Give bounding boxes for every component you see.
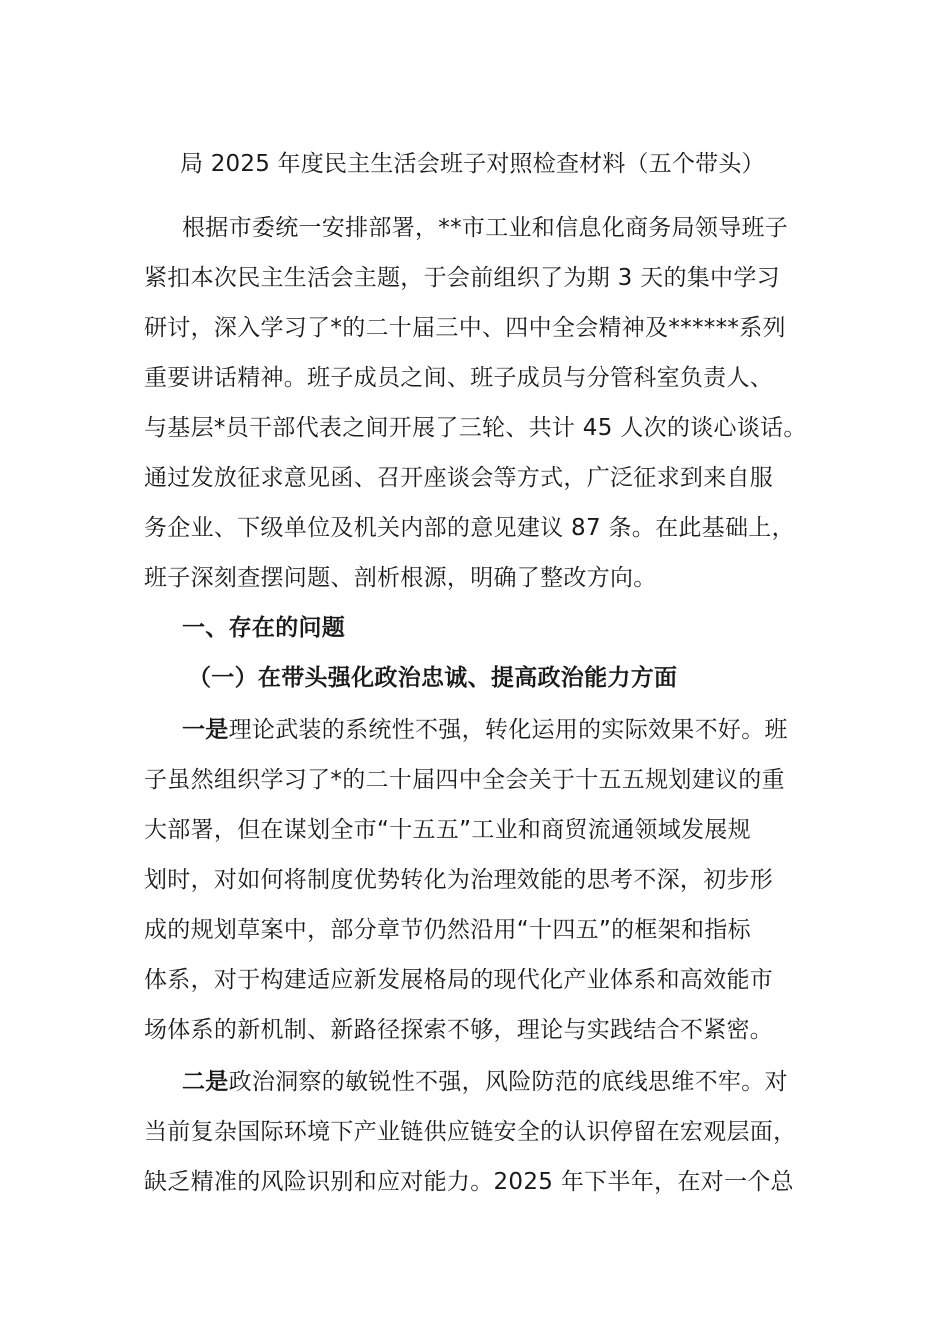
point-1-line-2: 子虽然组织学习了*的二十届四中全会关于十五五规划建议的重	[144, 767, 785, 793]
point-1-label: 一是	[182, 717, 229, 743]
point-2-text: 政治洞察的敏锐性不强，风险防范的底线思维不牢。对	[228, 1069, 788, 1095]
intro-line-1: 根据市委统一安排部署，**市工业和信息化商务局领导班子	[182, 215, 789, 241]
intro-line-3: 研讨，深入学习了*的二十届三中、四中全会精神及******系列	[144, 315, 786, 341]
point-1-line-3: 大部署，但在谋划全市“十五五”工业和商贸流通领域发展规	[144, 817, 751, 843]
point-2-first-line	[182, 1066, 852, 1098]
intro-line-4: 重要讲话精神。班子成员之间、班子成员与分管科室负责人、	[144, 365, 774, 391]
point-1-line-6: 体系，对于构建适应新发展格局的现代化产业体系和高效能市	[144, 967, 774, 993]
intro-line-2: 紧扣本次民主生活会主题，于会前组织了为期 3 天的集中学习	[144, 265, 780, 291]
point-1-line-4: 划时，对如何将制度优势转化为治理效能的思考不深，初步形	[144, 867, 774, 893]
point-2-line-2: 当前复杂国际环境下产业链供应链安全的认识停留在宏观层面，	[144, 1119, 797, 1145]
point-2-line-3: 缺乏精准的风险识别和应对能力。2025 年下半年，在对一个总	[144, 1169, 794, 1195]
point-1-line-7: 场体系的新机制、新路径探索不够，理论与实践结合不紧密。	[144, 1017, 774, 1043]
section-heading: 一、存在的问题	[182, 615, 346, 641]
point-1-text: 理论武装的系统性不强，转化运用的实际效果不好。班	[228, 717, 788, 743]
subsection-heading: （一）在带头强化政治忠诚、提高政治能力方面	[188, 665, 678, 691]
point-1-line-5: 成的规划草案中，部分章节仍然沿用“十四五”的框架和指标	[144, 917, 751, 943]
intro-line-5: 与基层*员干部代表之间开展了三轮、共计 45 人次的谈心谈话。	[144, 415, 807, 441]
intro-line-6: 通过发放征求意见函、召开座谈会等方式，广泛征求到来自服	[144, 465, 774, 491]
point-1-first-line	[182, 714, 852, 746]
document-title: 局 2025 年度民主生活会班子对照检查材料（五个带头）	[180, 151, 765, 177]
intro-line-7: 务企业、下级单位及机关内部的意见建议 87 条。在此基础上，	[144, 515, 795, 541]
intro-line-8: 班子深刻查摆问题、剖析根源，明确了整改方向。	[144, 565, 657, 591]
point-2-label: 二是	[182, 1069, 229, 1095]
